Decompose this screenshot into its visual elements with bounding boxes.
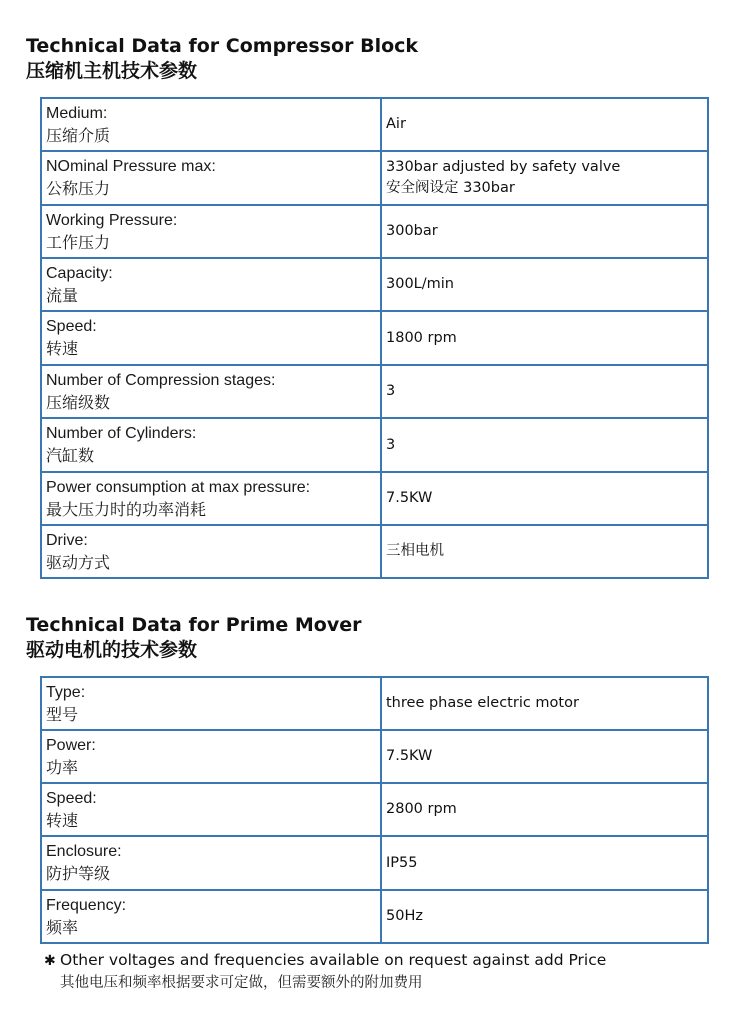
- spec-value-cell: [381, 418, 708, 472]
- spec-value: Air: [386, 116, 406, 132]
- spec-label-cell: [41, 98, 381, 151]
- prime-mover-title-en: Technical Data for Prime Mover: [26, 614, 362, 636]
- spec-label-en: Drive:: [46, 531, 88, 549]
- spec-value-cell: [381, 151, 708, 205]
- spec-value-cell: [381, 783, 708, 836]
- prime-mover-title-zh: 驱动电机的技术参数: [26, 639, 198, 661]
- spec-value-cell: [381, 890, 708, 943]
- footnote: [44, 949, 606, 994]
- spec-label-cell: [41, 783, 381, 836]
- spec-label-en: Speed:: [46, 318, 97, 335]
- spec-label-cell: [41, 151, 381, 205]
- spec-value-cell: [381, 311, 708, 365]
- spec-value: 300L/min: [386, 276, 454, 292]
- spec-label-zh: 频率: [46, 919, 79, 937]
- spec-label-zh: 压缩介质: [46, 127, 111, 145]
- prime-mover-heading: [26, 613, 362, 663]
- spec-label-en: Power:: [46, 736, 96, 754]
- spec-label-zh: 转速: [46, 341, 79, 358]
- spec-label-en: Type:: [46, 683, 86, 701]
- spec-value: 安全阀设定 330bar: [386, 180, 515, 196]
- spec-label-zh: 工作压力: [46, 234, 111, 252]
- spec-value-cell: [381, 525, 708, 578]
- spec-label-en: Speed:: [46, 789, 97, 807]
- spec-label-en: Enclosure:: [46, 843, 122, 860]
- spec-label-zh: 最大压力时的功率消耗: [46, 501, 207, 519]
- prime-mover-spec-table: [40, 676, 709, 944]
- spec-row: [41, 258, 708, 311]
- spec-row: [41, 890, 708, 943]
- spec-label-en: Capacity:: [46, 264, 113, 282]
- spec-label-zh: 公称压力: [46, 181, 111, 198]
- compressor-title-en: Technical Data for Compressor Block: [26, 35, 419, 57]
- spec-label-cell: [41, 311, 381, 365]
- spec-label-zh: 功率: [46, 759, 79, 777]
- spec-label-cell: [41, 730, 381, 783]
- spec-label-en: Medium:: [46, 104, 108, 122]
- spec-value-cell: [381, 836, 708, 890]
- spec-label-cell: [41, 365, 381, 418]
- compressor-title-zh: 压缩机主机技术参数: [26, 60, 198, 82]
- spec-row: [41, 472, 708, 525]
- spec-value-cell: [381, 258, 708, 311]
- spec-label-en: Number of Cylinders:: [46, 425, 197, 442]
- spec-value: IP55: [386, 854, 418, 871]
- footnote-text-en: Other voltages and frequencies available on request against add Price: [60, 951, 607, 969]
- spec-label-zh: 型号: [46, 706, 79, 724]
- spec-row: [41, 365, 708, 418]
- spec-row: [41, 311, 708, 365]
- spec-value: 330bar adjusted by safety valve: [386, 159, 621, 175]
- spec-row: [41, 783, 708, 836]
- footnote-text-zh: 其他电压和频率根据要求可定做，但需要额外的附加费用: [60, 975, 423, 991]
- spec-label-cell: [41, 472, 381, 525]
- spec-value-cell: [381, 472, 708, 525]
- spec-value: 3: [386, 383, 396, 399]
- spec-row: [41, 525, 708, 578]
- spec-label-en: Working Pressure:: [46, 211, 178, 229]
- spec-label-cell: [41, 418, 381, 472]
- spec-label-zh: 汽缸数: [46, 448, 95, 465]
- spec-value: 50Hz: [386, 908, 423, 924]
- spec-row: [41, 151, 708, 205]
- spec-value: 1800 rpm: [386, 329, 457, 346]
- spec-value: 2800 rpm: [386, 801, 457, 817]
- spec-row: [41, 418, 708, 472]
- spec-row: [41, 730, 708, 783]
- spec-label-cell: [41, 258, 381, 311]
- spec-value: 7.5KW: [386, 748, 433, 764]
- spec-label-zh: 转速: [46, 812, 79, 830]
- spec-label-en: Frequency:: [46, 896, 127, 914]
- spec-row: [41, 205, 708, 258]
- spec-label-zh: 流量: [46, 287, 79, 305]
- spec-label-cell: [41, 525, 381, 578]
- spec-value: 300bar: [386, 223, 438, 239]
- spec-label-cell: [41, 836, 381, 890]
- spec-row: [41, 836, 708, 890]
- spec-value: three phase electric motor: [386, 695, 579, 711]
- spec-label-en: Power consumption at max pressure:: [46, 478, 311, 496]
- spec-row: [41, 98, 708, 151]
- spec-label-en: Number of Compression stages:: [46, 371, 276, 389]
- spec-label-zh: 驱动方式: [46, 554, 111, 572]
- spec-value: 7.5KW: [386, 490, 433, 506]
- spec-row: [41, 677, 708, 730]
- spec-value-cell: [381, 730, 708, 783]
- spec-value-cell: [381, 365, 708, 418]
- spec-label-zh: 压缩级数: [46, 394, 111, 412]
- compressor-heading: [26, 34, 418, 84]
- spec-value-cell: [381, 677, 708, 730]
- spec-label-cell: [41, 890, 381, 943]
- spec-label-en: NOminal Pressure max:: [46, 158, 216, 175]
- spec-label-cell: [41, 205, 381, 258]
- spec-value-cell: [381, 205, 708, 258]
- spec-label-zh: 防护等级: [46, 866, 111, 883]
- spec-value-cell: [381, 98, 708, 151]
- spec-label-cell: [41, 677, 381, 730]
- footnote-en-line: [44, 949, 606, 972]
- spec-value: 三相电机: [386, 543, 444, 559]
- asterisk-icon: ✱: [44, 953, 56, 969]
- spec-value: 3: [386, 436, 396, 453]
- compressor-spec-table: [40, 97, 709, 579]
